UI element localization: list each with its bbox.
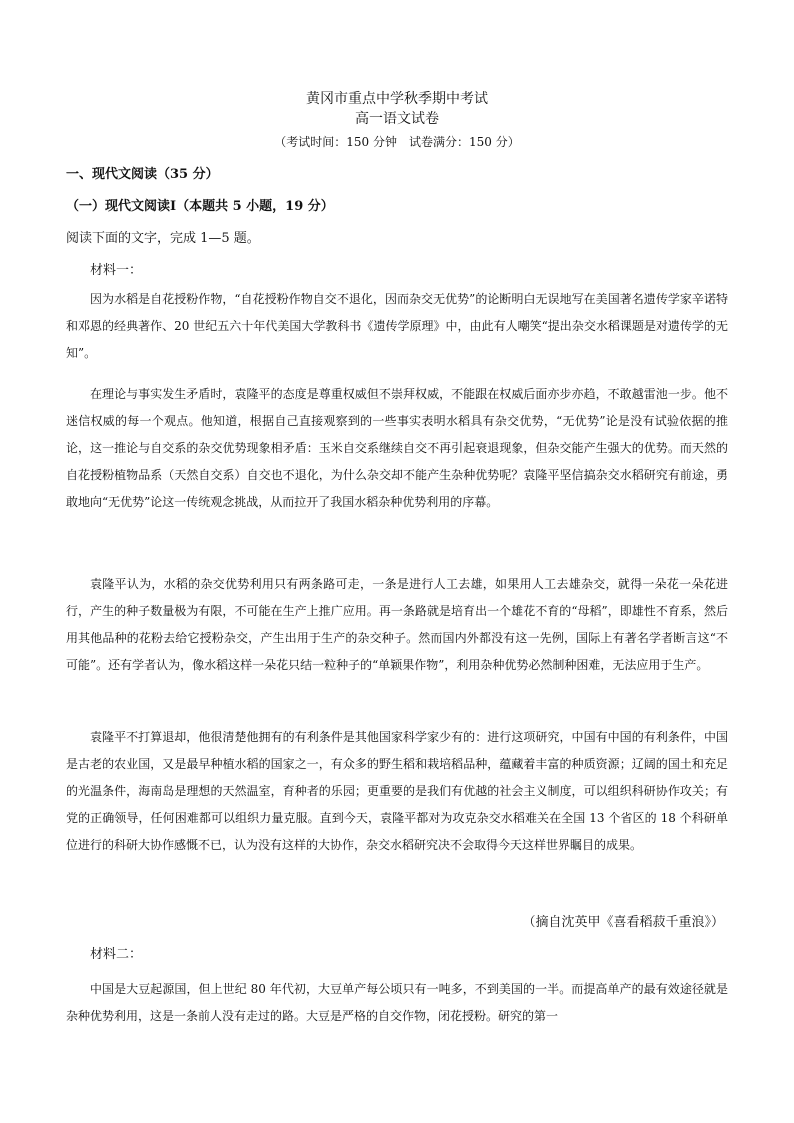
section-heading: 一、现代文阅读（35 分） [66, 167, 219, 182]
exam-subtitle: 高一语文试卷 [355, 111, 439, 127]
subsection-heading: （一）现代文阅读Ⅰ（本题共 5 小题，19 分） [66, 199, 334, 214]
reading-instruction: 阅读下面的文字，完成 1—5 题。 [66, 231, 260, 246]
material-two-paragraph-1: 中国是大豆起源国，但上世纪 80 年代初，大豆单产每公顷只有一吨多，不到美国的一半。而提高单产的最有效途径就是杂种优势利用，这是一条前人没有走过的路。大豆是严格的自交作物，闭花授粉。研究的第一 [66, 982, 728, 1023]
exam-title: 黄冈市重点中学秋季期中考试 [306, 91, 488, 107]
material-one-paragraph-3: 袁隆平认为，水稻的杂交优势利用只有两条路可走，一条是进行人工去雄，如果用人工去雄杂交，就得一朵花一朵花进行，产生的种子数量极为有限，不可能在生产上推广应用。再一条路就是培育出一个雄花不育的“母稻”，即雄性不育系，然后用其他品种的花粉去给它授粉杂交，产生出用于生产的杂交种子。然而国内外都没有这一先例，国际上有著名学者断言这“不可能”。还有学者认为，像水稻这样一朵花只结一粒种子的“单颖果作物”，利用杂种优势必然制种困难，无法应用于生产。 [66, 577, 728, 672]
material-one-label: 材料一： [90, 263, 143, 278]
material-one-paragraph-4: 袁隆平不打算退却，他很清楚他拥有的有利条件是其他国家科学家少有的：进行这项研究，中国有中国的有利条件，中国是古老的农业国，又是最早种植水稻的国家之一，有众多的野生稻和栽培稻品种，蕴藏着丰富的种质资源；辽阔的国土和充足的光温条件，海南岛是理想的天然温室，育种者的乐园；更重要的是我们有优越的社会主义制度，可以组织科研协作攻关；有党的正确领导，任何困难都可以组织力量克服。直到今天，袁隆平都对为攻克杂交水稻难关在全国 13 个省区的 18 个科研单位进行的科研大协作感慨不已，认为没有这样的大协作，杂交水稻研究决不会取得今天这样世界瞩目的成果。 [66, 730, 728, 852]
material-one-source: （摘自沈英甲《喜看稻菽千重浪》） [522, 915, 724, 930]
material-one-paragraph-2: 在理论与事实发生矛盾时，袁隆平的态度是尊重权威但不崇拜权威，不能跟在权威后面亦步亦趋，不敢越雷池一步。他不迷信权威的每一个观点。他知道，根据自己直接观察到的一些事实表明水稻具有杂交优势，“无优势”论是没有试验依据的推论，这一推论与自交系的杂交优势现象相矛盾：玉米自交系继续自交不再引起衰退现象，但杂交能产生强大的优势。而天然的自花授粉植物品系（天然自交系）自交也不退化，为什么杂交却不能产生杂种优势呢？袁隆平坚信搞杂交水稻研究有前途，勇敢地向“无优势”论这一传统观念挑战，从而拉开了我国水稻杂种优势利用的序幕。 [66, 387, 728, 509]
exam-info: （考试时间：150 分钟 试卷满分：150 分） [274, 135, 520, 149]
material-two-label: 材料二： [90, 947, 143, 962]
material-one-paragraph-1: 因为水稻是自花授粉作物，“自花授粉作物自交不退化，因而杂交无优势”的论断明白无误地写在美国著名遗传学家辛诺特和邓恩的经典著作、20 世纪五六十年代美国大学教科书《遗传学原理》中，由此有人嘲笑“提出杂交水稻课题是对遗传学的无知”。 [66, 292, 728, 360]
